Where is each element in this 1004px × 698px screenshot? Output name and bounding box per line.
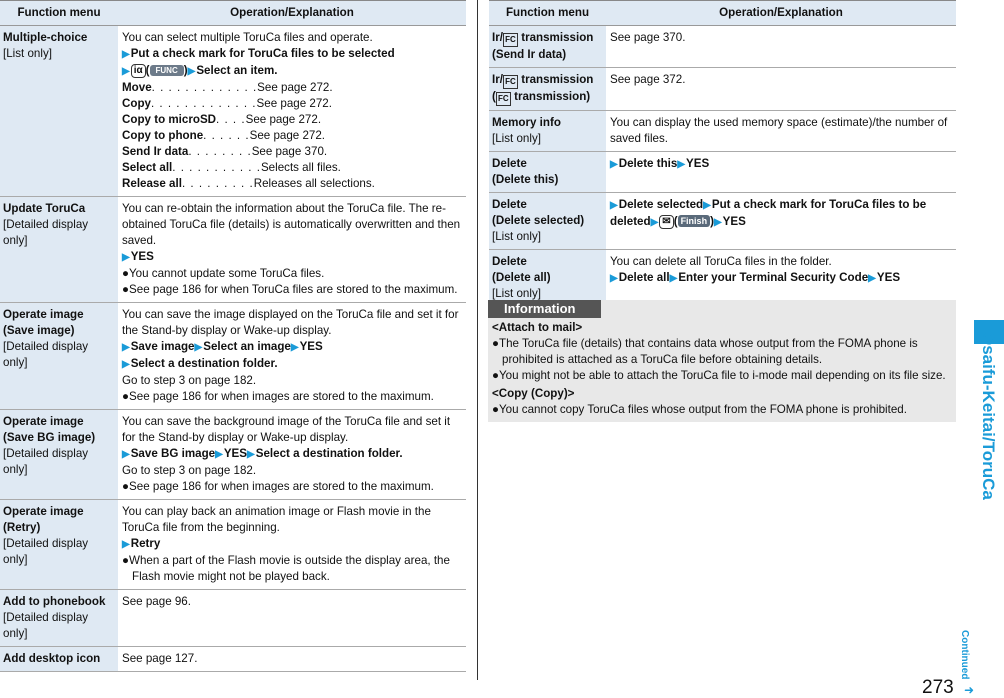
operation-cell <box>606 152 956 193</box>
step: ▶Save BG image▶YES▶Select a destination folder. <box>122 447 403 460</box>
information-box <box>488 300 956 422</box>
right-function-table <box>489 0 956 307</box>
list-item: Copy to phone . . . . . . See page 272. <box>122 129 326 142</box>
function-scope: [List only] <box>492 230 541 243</box>
function-scope: [Detailed display only] <box>3 447 89 476</box>
list-item: Select all . . . . . . . . . . . Selects all files. <box>122 161 341 174</box>
operation-cell: See page 96. <box>118 590 466 647</box>
list-item: Copy . . . . . . . . . . . . . See page 272. <box>122 97 332 110</box>
info-section-title: <Attach to mail> <box>492 321 583 334</box>
function-name-sub: (Retry) <box>3 521 41 534</box>
table-row <box>489 111 956 152</box>
table-row <box>0 303 466 410</box>
function-name-sub: (Send Ir data) <box>492 48 567 61</box>
table-row <box>489 193 956 250</box>
step: ▶ iα ( FUNC )▶Select an item. <box>122 64 278 77</box>
function-name: Delete <box>492 198 527 211</box>
step: ▶Save image▶Select an image▶YES <box>122 340 323 353</box>
note: ●See page 186 for when images are stored to the maximum. <box>122 390 434 403</box>
function-name-sub: (Delete all) <box>492 271 551 284</box>
felica-icon: FC <box>496 92 511 106</box>
function-scope: [Detailed display only] <box>3 611 89 640</box>
function-scope: [List only] <box>3 47 52 60</box>
description: You can re-obtain the information about the ToruCa file. The re-obtained ToruCa file (details) is automatically overwritten and then saved. <box>122 202 461 247</box>
function-scope: [Detailed display only] <box>3 537 89 566</box>
operation-cell <box>118 500 466 590</box>
table-row <box>0 590 466 647</box>
function-name-sub: (Delete selected) <box>492 214 585 227</box>
function-name-sub: (Save image) <box>3 324 75 337</box>
note: ●You cannot copy ToruCa files whose output from the FOMA phone is prohibited. <box>492 403 907 416</box>
note: ●The ToruCa file (details) that contains data whose output from the FOMA phone is prohibited is attached as a ToruCa file before obtaining details. <box>492 337 918 366</box>
col-operation: Operation/Explanation <box>606 1 956 26</box>
step: ▶YES <box>122 250 154 263</box>
function-name: Operate image <box>3 415 84 428</box>
table-header <box>489 1 956 26</box>
function-name: Add desktop icon <box>3 652 101 665</box>
operation-cell: See page 127. <box>118 647 466 672</box>
continued-arrow-icon: ➜ <box>964 683 975 697</box>
operation-cell <box>118 410 466 500</box>
function-name: Operate image <box>3 308 84 321</box>
operation-cell: See page 370. <box>606 26 956 68</box>
table-row <box>489 68 956 111</box>
step: ▶Retry <box>122 537 161 550</box>
function-name: Delete <box>492 157 527 170</box>
description: You can select multiple ToruCa files and operate. <box>122 31 373 44</box>
mail-key-icon: ✉ <box>659 215 673 229</box>
reference: Go to step 3 on page 182. <box>122 374 257 387</box>
felica-icon: FC <box>503 33 518 47</box>
function-cell <box>0 26 118 197</box>
list-item: Release all . . . . . . . . . Releases all selections. <box>122 177 375 190</box>
function-scope: [Detailed display only] <box>3 218 89 247</box>
description: You can delete all ToruCa files in the folder. <box>610 255 832 268</box>
function-cell <box>489 68 606 111</box>
table-row <box>0 26 466 197</box>
table-row <box>0 410 466 500</box>
function-name: Add to phonebook <box>3 595 106 608</box>
reference: Go to step 3 on page 182. <box>122 464 257 477</box>
operation-cell <box>606 250 956 307</box>
description: You can save the image displayed on the ToruCa file and set it for the Stand-by display or Wake-up display. <box>122 308 459 337</box>
page-number: 273 <box>922 677 954 698</box>
operation-cell: You can display the used memory space (estimate)/the number of saved files. <box>606 111 956 152</box>
function-scope: [List only] <box>492 287 541 300</box>
column-divider <box>477 0 478 680</box>
function-name: Multiple-choice <box>3 31 88 44</box>
function-scope: [Detailed display only] <box>3 340 89 369</box>
step: ▶Put a check mark for ToruCa files to be selected <box>122 47 395 60</box>
description: You can save the background image of the ToruCa file and set it for the Stand-by display or Wake-up display. <box>122 415 451 444</box>
function-cell <box>489 193 606 250</box>
function-cell <box>0 410 118 500</box>
function-cell <box>489 152 606 193</box>
function-name-sub: (Delete this) <box>492 173 559 186</box>
table-row <box>0 197 466 303</box>
chapter-title: Osaifu-Keitai/ToruCa <box>979 332 998 500</box>
table-row <box>489 152 956 193</box>
function-cell <box>489 26 606 68</box>
function-cell <box>0 197 118 303</box>
note: ●You might not be able to attach the ToruCa file to i-mode mail depending on its file size. <box>492 369 946 382</box>
function-cell <box>0 647 118 672</box>
operation-cell <box>118 303 466 410</box>
col-function-menu: Function menu <box>489 1 606 26</box>
table-row <box>489 250 956 307</box>
function-name: Ir/ FC transmission <box>492 30 603 47</box>
step: ▶Delete selected▶Put a check mark for ToruCa files to be deleted▶ ✉ ( Finish )▶YES <box>610 198 927 228</box>
felica-icon: FC <box>503 75 518 89</box>
func-softkey-icon: FUNC <box>150 65 184 76</box>
col-function-menu: Function menu <box>0 1 118 26</box>
step: ▶Select a destination folder. <box>122 357 278 370</box>
function-cell <box>489 111 606 152</box>
list-item: Move . . . . . . . . . . . . . See page 272. <box>122 81 333 94</box>
table-row <box>0 500 466 590</box>
left-function-table <box>0 0 466 672</box>
note: ●When a part of the Flash movie is outside the display area, the Flash movie might not be played back. <box>122 554 450 583</box>
info-section-title: <Copy (Copy)> <box>492 387 575 400</box>
function-name: Ir/ FC transmission <box>492 72 603 89</box>
note: ●See page 186 for when ToruCa files are stored to the maximum. <box>122 283 458 296</box>
information-title: Information <box>488 300 601 318</box>
func-key-icon: iα <box>131 64 146 78</box>
finish-softkey-icon: Finish <box>678 215 711 227</box>
col-operation: Operation/Explanation <box>118 1 466 26</box>
function-name-sub: (Save BG image) <box>3 431 96 444</box>
step: ▶Delete all▶Enter your Terminal Security Code▶YES <box>610 271 901 284</box>
operation-cell <box>606 193 956 250</box>
function-name: Memory info <box>492 116 561 129</box>
note: ●You cannot update some ToruCa files. <box>122 267 325 280</box>
function-name-sub: ( FC transmission) <box>492 89 603 106</box>
table-row <box>0 647 466 672</box>
function-cell <box>0 500 118 590</box>
operation-cell <box>118 26 466 197</box>
submenu-list <box>122 80 463 192</box>
table-row <box>489 26 956 68</box>
continued-label: Continued <box>959 630 970 680</box>
function-cell <box>489 250 606 307</box>
function-scope: [List only] <box>492 132 541 145</box>
function-name: Delete <box>492 255 527 268</box>
list-item: Copy to microSD . . . . See page 272. <box>122 113 322 126</box>
operation-cell: See page 372. <box>606 68 956 111</box>
function-cell <box>0 590 118 647</box>
function-cell <box>0 303 118 410</box>
operation-cell <box>118 197 466 303</box>
step: ▶Delete this▶YES <box>610 157 710 170</box>
list-item: Send Ir data . . . . . . . . See page 370. <box>122 145 328 158</box>
description: You can play back an animation image or Flash movie in the ToruCa file from the beginning. <box>122 505 431 534</box>
table-header <box>0 1 466 26</box>
note: ●See page 186 for when images are stored to the maximum. <box>122 480 434 493</box>
function-name: Operate image <box>3 505 84 518</box>
function-name: Update ToruCa <box>3 202 86 215</box>
